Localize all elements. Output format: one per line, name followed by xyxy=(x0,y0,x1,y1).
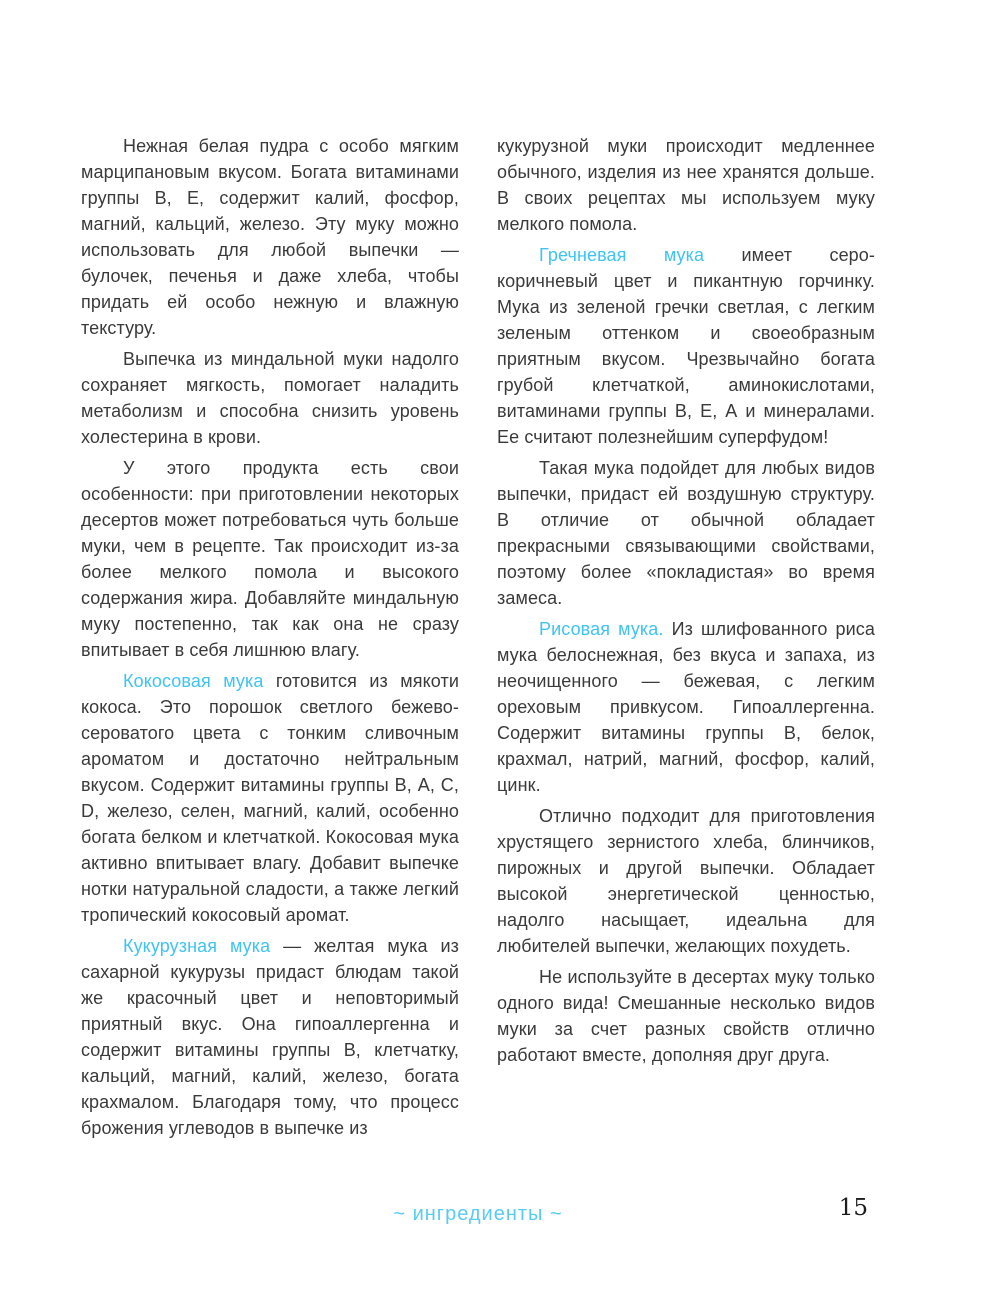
paragraph xyxy=(497,242,875,450)
paragraph xyxy=(497,616,875,798)
paragraph xyxy=(497,133,875,237)
paragraph xyxy=(81,133,459,341)
body-text: имеет серо-коричневый цвет и пикантную горчинку. Мука из зеленой гречки светлая, с легким зеленым оттенком и своеобразным приятным вкусом. Чрезвычайно богата грубой клетчаткой, аминокислотами, витаминами группы В, Е, А и минералами. Ее считают полезнейшим суперфудом! xyxy=(497,245,875,447)
body-text: Не используйте в десертах муку только одного вида! Смешанные несколько видов муки за счет разных свойств отлично работают вместе, дополняя друг друга. xyxy=(497,967,875,1065)
left-column xyxy=(81,133,459,1141)
flour-name-highlight: Кукурузная мука xyxy=(123,936,271,956)
paragraph xyxy=(497,455,875,611)
flour-name-highlight: Гречневая мука xyxy=(539,245,705,265)
body-text: Такая мука подойдет для любых видов выпечки, придаст ей воздушную структуру. В отличие от обычной обладает прекрасными связывающими свойствами, поэтому более «покладистая» во время замеса. xyxy=(497,458,875,608)
text-columns xyxy=(81,133,875,1141)
flour-name-highlight: Кокосовая мука xyxy=(123,671,264,691)
right-column xyxy=(497,133,875,1141)
body-text: кукурузной муки происходит медленнее обычного, изделия из нее хранятся дольше. В своих рецептах мы используем муку мелкого помола. xyxy=(497,136,875,234)
page-number: 15 xyxy=(838,1195,868,1221)
body-text: — желтая мука из сахарной кукурузы придаст блюдам такой же красочный цвет и неповторимый приятный вкус. Она гипоаллергенна и содержит витамины группы В, клетчатку, кальций, магний, калий, железо, богата крахмалом. Благодаря тому, что процесс брожения углеводов в выпечке из xyxy=(81,936,459,1138)
body-text: Из шлифованного риса мука белоснежная, без вкуса и запаха, из неочищенного — бежевая, с легким ореховым привкусом. Гипоаллергенна. Содержит витамины группы В, белок, крахмал, натрий, магний, фосфор, калий, цинк. xyxy=(497,619,875,795)
paragraph xyxy=(497,964,875,1068)
section-label: ~ ингредиенты ~ xyxy=(393,1203,563,1225)
paragraph xyxy=(497,803,875,959)
paragraph xyxy=(81,346,459,450)
body-text: Выпечка из миндальной муки надолго сохраняет мягкость, помогает наладить метаболизм и способна снизить уровень холестерина в крови. xyxy=(81,349,459,447)
body-text: Отлично подходит для приготовления хрустящего зернистого хлеба, блинчиков, пирожных и другой выпечки. Обладает высокой энергетической ценностью, надолго насыщает, идеальна для любителей выпечки, желающих похудеть. xyxy=(497,806,875,956)
body-text: У этого продукта есть свои особенности: при приготовлении некоторых десертов может потребоваться чуть больше муки, чем в рецепте. Так происходит из-за более мелкого помола и высокого содержания жира. Добавляйте миндальную муку постепенно, так как она не сразу впитывает в себя лишнюю влагу. xyxy=(81,458,459,660)
body-text: готовится из мякоти кокоса. Это порошок светлого бежево-сероватого цвета с тонким сливочным ароматом и достаточно нейтральным вкусом. Содержит витамины группы В, А, С, D, железо, селен, магний, калий, особенно богата белком и клетчаткой. Кокосовая мука активно впитывает влагу. Добавит выпечке нотки натуральной сладости, а также легкий тропический кокосовый аромат. xyxy=(81,671,459,925)
flour-name-highlight: Рисовая мука. xyxy=(539,619,664,639)
paragraph xyxy=(81,455,459,663)
body-text: Нежная белая пудра с особо мягким марципановым вкусом. Богата витаминами группы В, Е, содержит калий, фосфор, магний, кальций, железо. Эту муку можно использовать для любой выпечки — булочек, печенья и даже хлеба, чтобы придать ей особо нежную и влажную текстуру. xyxy=(81,136,459,338)
paragraph xyxy=(81,668,459,928)
paragraph xyxy=(81,933,459,1141)
